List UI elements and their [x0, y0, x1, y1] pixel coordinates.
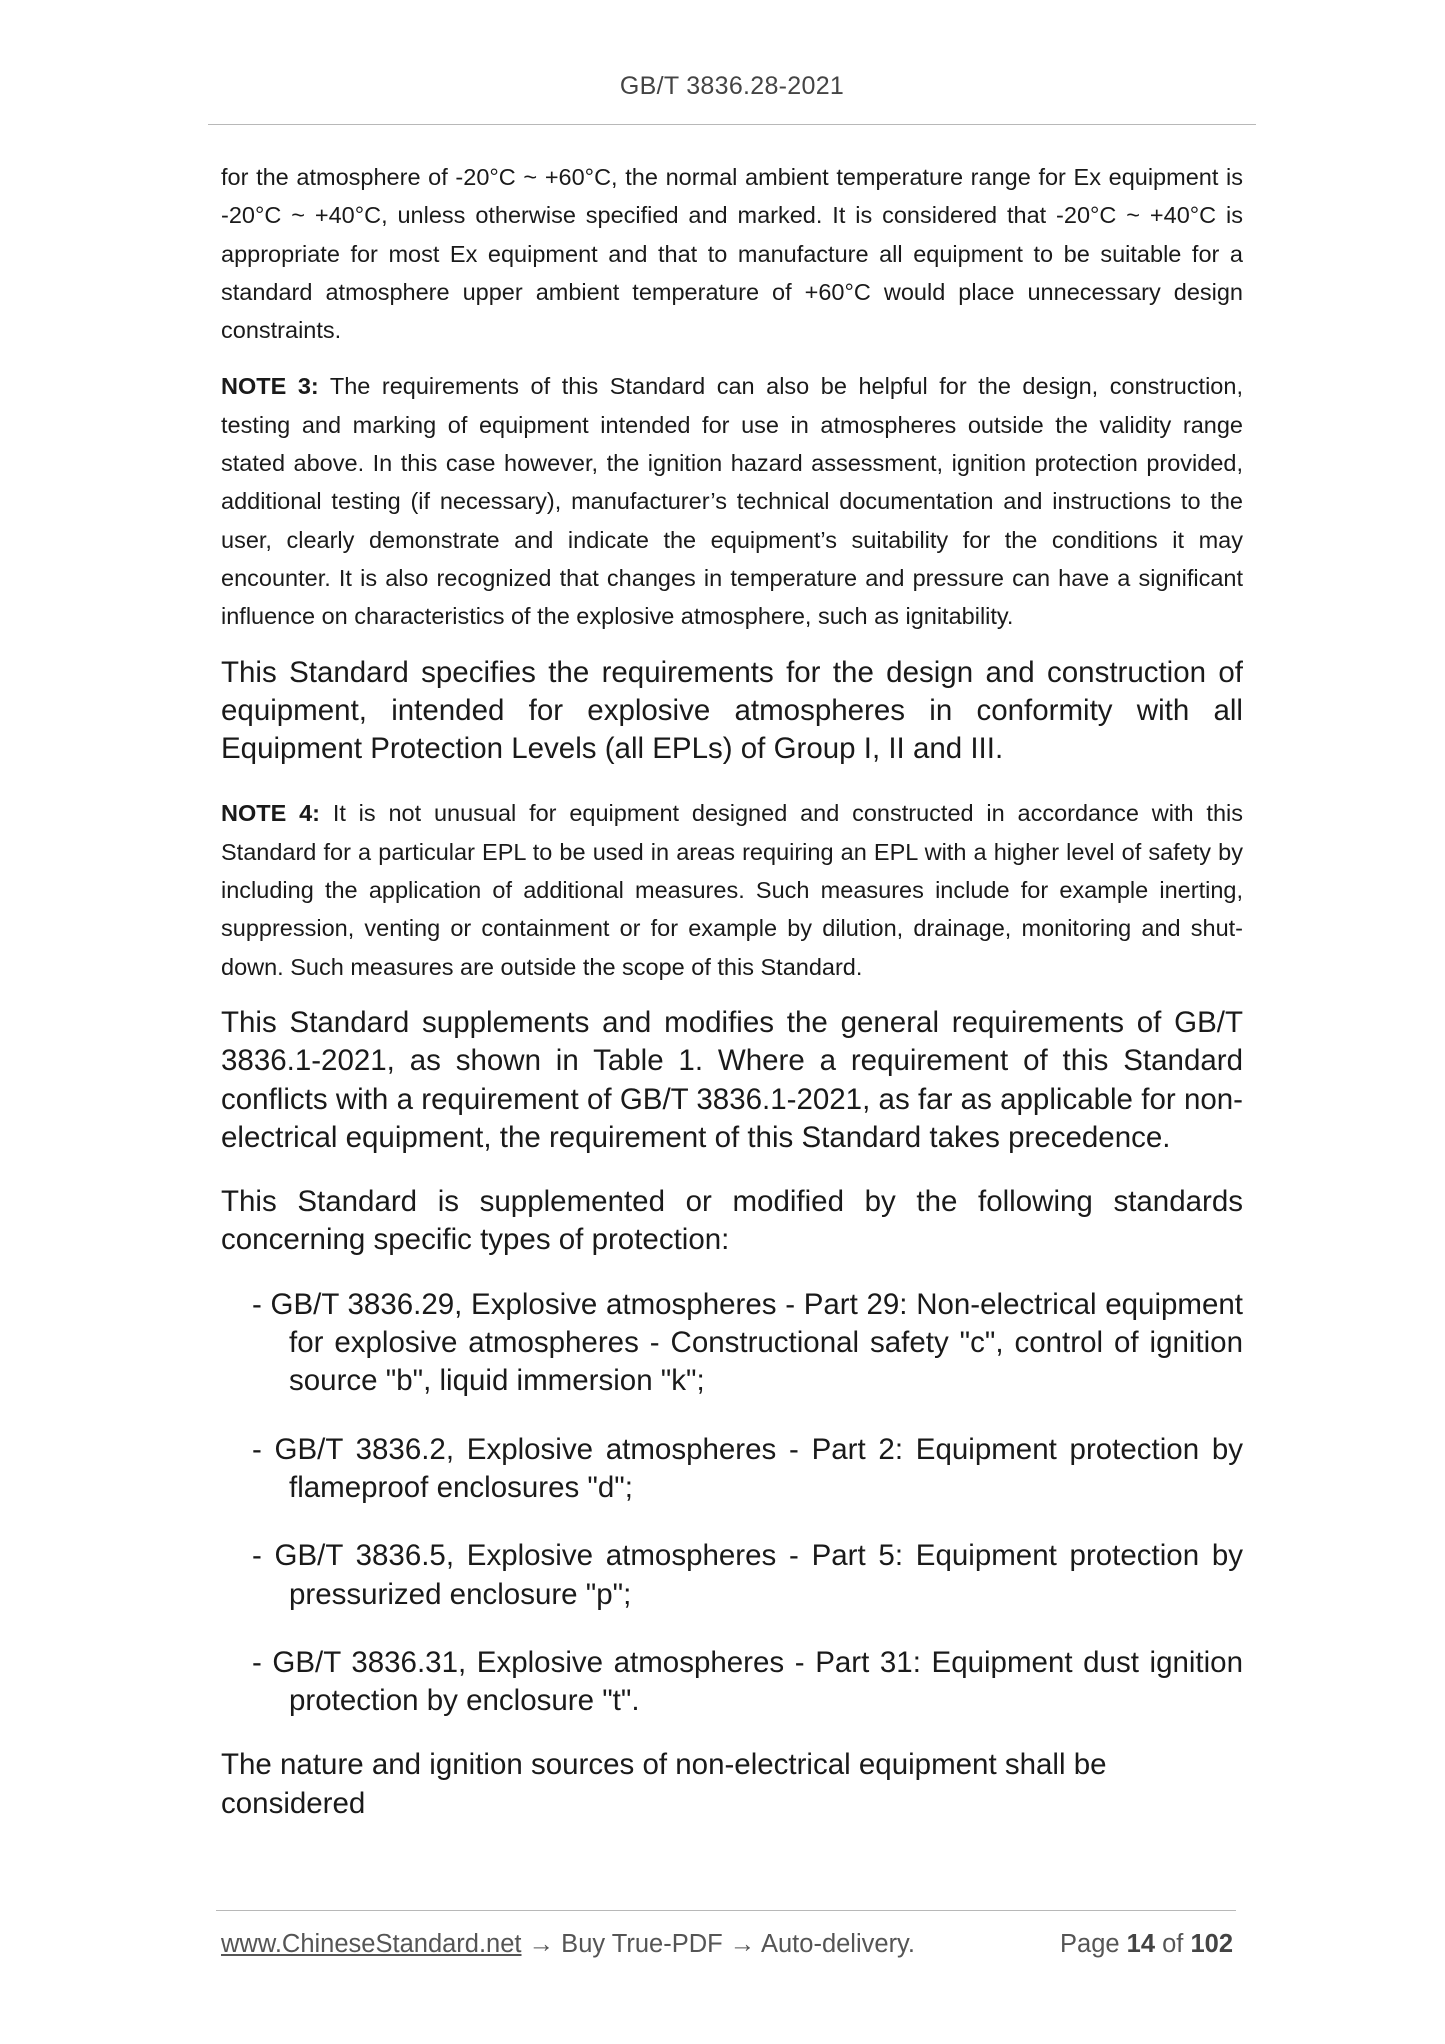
note-3-label: NOTE 3: — [221, 373, 319, 400]
paragraph-supplemented-by: This Standard is supplemented or modified by the following standards concerning specific types of protection: — [221, 1185, 1243, 1257]
standards-list — [221, 1286, 1243, 1721]
paragraph-nature: The nature and ignition sources of non-electrical equipment shall be considered — [221, 1748, 1107, 1820]
page-number — [1060, 1930, 1233, 1959]
note-3-text: The requirements of this Standard can also be helpful for the design, construction, testing and marking of equipment intended for use in atmospheres outside the validity range stated above. In this case however, the ignition hazard assessment, ignition protection provided, additional testing (if necessary), manufacturer’s technical documentation and instructions to the user, clearly demonstrate and indicate the equipment’s suitability for the conditions it may encounter. It is also recognized that changes in temperature and pressure can have a significant influence on characteristics of the explosive atmosphere, such as ignitability. — [221, 373, 1243, 630]
page-of: of — [1155, 1930, 1191, 1958]
page-word: Page — [1060, 1930, 1127, 1958]
paragraph-supplements: This Standard supplements and modifies the general requirements of GB/T 3836.1-2021, as shown in Table 1. Where a requirement of this Standard conflicts with a requirement of GB/T 3836.1-2021, as far as applicable for non-electrical equipment, the requirement of this Standard takes precedence. — [221, 1005, 1243, 1154]
note-3 — [221, 367, 1243, 635]
footer-tagline: → Buy True-PDF → Auto-delivery. — [521, 1930, 915, 1958]
list-item: - GB/T 3836.5, Explosive atmospheres - Part 5: Equipment protection by pressurized enclosure "p"; — [252, 1539, 1243, 1611]
footer-divider — [216, 1910, 1236, 1911]
page-body — [221, 158, 1243, 1823]
list-item: - GB/T 3836.31, Explosive atmospheres - Part 31: Equipment dust ignition protection by enclosure "t". — [252, 1645, 1243, 1718]
list-item: - GB/T 3836.2, Explosive atmospheres - Part 2: Equipment protection by flameproof enclosures "d"; — [252, 1432, 1243, 1504]
footer-left — [221, 1930, 915, 1959]
page-header: GB/T 3836.28-2021 — [619, 72, 845, 100]
header-divider — [208, 124, 1256, 125]
note-4-label: NOTE 4: — [221, 800, 320, 827]
paragraph-intro: for the atmosphere of -20°C ~ +60°C, the normal ambient temperature range for Ex equipment is -20°C ~ +40°C, unless otherwise specified and marked. It is considered that -20°C ~ +40°C is appropriate for most Ex equipment and that to manufacture all equipment to be suitable for a standard atmosphere upper ambient temperature of +60°C would place unnecessary design constraints. — [221, 164, 1243, 344]
paragraph-specifies: This Standard specifies the requirements for the design and construction of equipment, intended for explosive atmospheres in conformity with all Equipment Protection Levels (all EPLs) of Group I, II and III. — [221, 655, 1243, 766]
page-current: 14 — [1126, 1930, 1156, 1958]
list-item: - GB/T 3836.29, Explosive atmospheres - Part 29: Non-electrical equipment for explosive atmospheres - Constructional safety "c", control of ignition source "b", liquid immersion "k"; — [252, 1287, 1243, 1398]
note-4-text: It is not unusual for equipment designed and constructed in accordance with this Standard for a particular EPL to be used in areas requiring an EPL with a higher level of safety by including the application of additional measures. Such measures include for example inerting, suppression, venting or containment or for example by dilution, drainage, monitoring and shut-down. Such measures are outside the scope of this Standard. — [221, 800, 1243, 980]
page-footer — [221, 1930, 1233, 1959]
note-4 — [221, 794, 1243, 985]
site-link[interactable]: www.ChineseStandard.net — [221, 1930, 522, 1958]
page-total: 102 — [1190, 1930, 1233, 1958]
